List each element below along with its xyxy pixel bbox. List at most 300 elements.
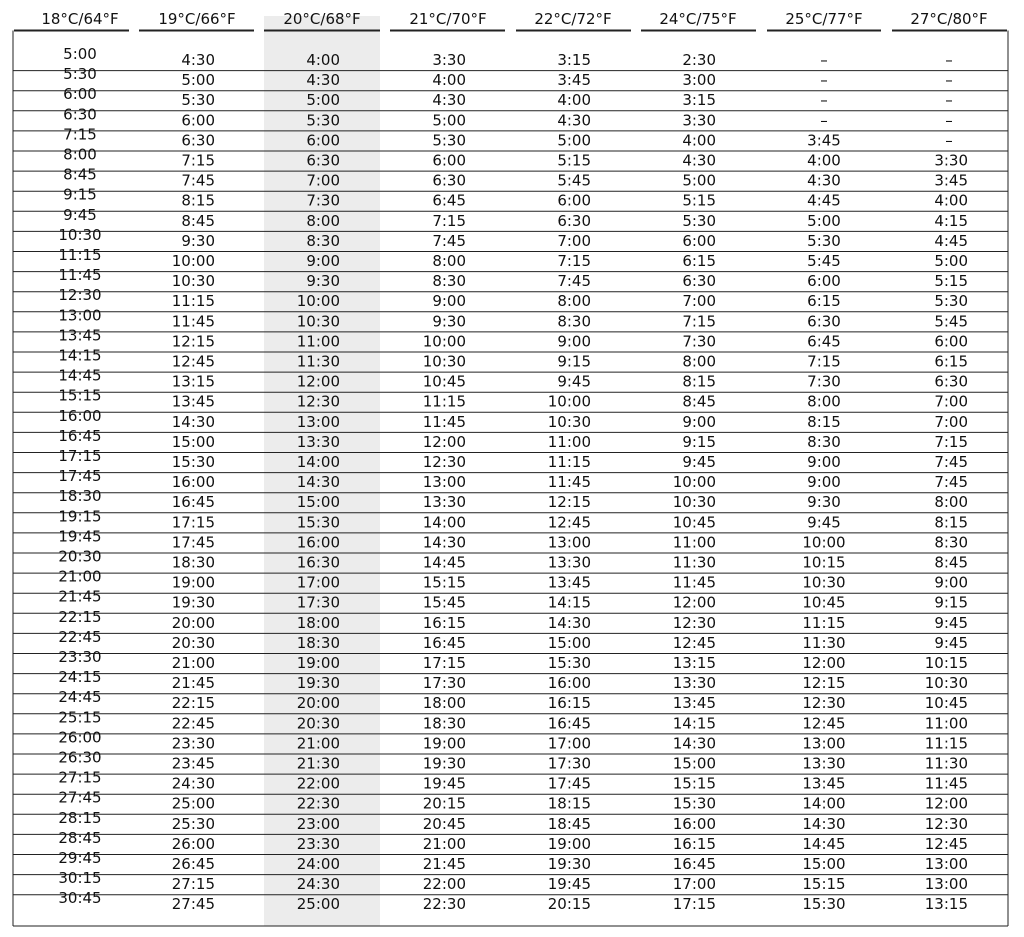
table-cell: 4:00 (432, 71, 466, 90)
table-cell: 14:30 (422, 533, 466, 552)
table-cell: 21:45 (58, 587, 102, 606)
table-cell: 7:15 (557, 252, 591, 270)
table-cell: 22:00 (296, 774, 340, 793)
table-cell: 5:00 (181, 71, 215, 90)
table-cell: 9:30 (181, 231, 215, 250)
table-cell: 19:45 (58, 527, 102, 546)
table-cell: 3:00 (682, 71, 716, 90)
table-cell: 6:00 (682, 231, 716, 250)
table-cell: 12:00 (296, 372, 340, 391)
table-cell: 16:15 (547, 694, 591, 713)
table-cell: 14:45 (422, 553, 466, 572)
table-cell: 5:45 (807, 252, 841, 270)
table-cell: 17:45 (171, 533, 215, 552)
table-cell: 10:00 (547, 392, 591, 411)
table-cell: 12:30 (924, 814, 968, 833)
table-cell: 16:00 (58, 406, 102, 425)
table-cell: 24:30 (296, 875, 340, 894)
table-cell: 16:45 (422, 633, 466, 652)
table-cell: 6:30 (557, 211, 591, 230)
table-cell: 24:45 (58, 688, 102, 707)
table-cell: 17:15 (422, 654, 466, 672)
table-cell: 19:30 (296, 674, 340, 693)
table-cell: 20:00 (296, 694, 340, 713)
table-cell: 28:45 (58, 828, 102, 847)
table-cell: 9:00 (934, 573, 968, 592)
table-cell: 11:45 (171, 312, 215, 331)
table-cell: – (820, 51, 828, 69)
table-cell: 13:00 (296, 412, 340, 431)
table-cell: 15:00 (171, 432, 215, 451)
table-cell: – (945, 51, 953, 69)
table-cell: 16:45 (58, 426, 102, 445)
table-cell: 13:00 (547, 533, 591, 552)
table-cell: 23:30 (296, 834, 340, 853)
table-cell: 20:15 (547, 895, 591, 914)
table-cell: 5:30 (682, 211, 716, 230)
table-cell: 19:00 (296, 654, 340, 672)
table-cell: 21:45 (422, 855, 466, 873)
table-cell: 13:30 (296, 432, 340, 451)
table-cell: 8:00 (807, 392, 841, 411)
table-cell: 4:15 (934, 211, 968, 230)
table-cell: 8:00 (934, 493, 968, 512)
table-cell: 18:30 (171, 553, 215, 572)
table-cell: 12:00 (422, 432, 466, 451)
table-cell: 22:45 (171, 714, 215, 733)
table-cell: 22:30 (296, 794, 340, 813)
table-cell: 8:15 (682, 372, 716, 391)
table-cell: 9:30 (807, 493, 841, 512)
table-cell: 14:00 (802, 794, 846, 813)
table-cell: 23:30 (58, 648, 102, 666)
table-cell: 12:45 (672, 633, 716, 652)
table-cell: 15:15 (422, 573, 466, 592)
table-cell: 12:45 (171, 352, 215, 371)
table-cell: 13:15 (171, 372, 215, 391)
table-cell: 6:00 (807, 272, 841, 291)
table-cell: 10:00 (672, 473, 716, 492)
table-cell: 25:00 (171, 794, 215, 813)
table-cell: 15:15 (802, 875, 846, 894)
table-cell: 24:30 (171, 774, 215, 793)
table-cell: 5:30 (306, 111, 340, 130)
table-cell: 13:00 (802, 734, 846, 753)
table-cell: – (945, 91, 953, 110)
table-cell: 8:00 (682, 352, 716, 371)
table-cell: 15:30 (672, 794, 716, 813)
column-header: 22°C/72°F (534, 10, 612, 28)
table-cell: 12:00 (802, 654, 846, 672)
table-cell: 5:30 (181, 91, 215, 110)
table-cell: 6:30 (432, 171, 466, 190)
table-cell: 18:30 (58, 487, 102, 506)
table-cell: 19:45 (422, 774, 466, 793)
table-cell: 7:30 (306, 191, 340, 210)
table-cell: 11:45 (924, 774, 968, 793)
table-cell: 30:45 (58, 889, 102, 908)
table-cell: 10:30 (547, 412, 591, 431)
table-cell: 10:30 (171, 272, 215, 291)
table-cell: 14:30 (672, 734, 716, 753)
table-cell: 19:00 (171, 573, 215, 592)
table-cell: 11:00 (672, 533, 716, 552)
table-cell: 11:15 (547, 453, 591, 471)
table-cell: 27:15 (58, 768, 102, 787)
table-cell: 13:00 (422, 473, 466, 492)
table-cell: 9:45 (807, 513, 841, 532)
table-cell: 16:00 (296, 533, 340, 552)
table-cell: 7:00 (682, 292, 716, 311)
table-cell: 16:00 (547, 674, 591, 693)
table-cell: 13:00 (924, 875, 968, 894)
table-cell: 7:45 (934, 453, 968, 471)
table-cell: 4:00 (807, 151, 841, 170)
table-cell: 15:30 (547, 654, 591, 672)
table-cell: 23:30 (171, 734, 215, 753)
table-cell: 8:15 (181, 191, 215, 210)
table-cell: – (945, 131, 953, 150)
table-cell: 7:15 (934, 432, 968, 451)
table-cell: 21:00 (296, 734, 340, 753)
table-cell: 5:00 (934, 252, 968, 270)
table-cell: 13:30 (802, 754, 846, 773)
table-cell: 15:00 (672, 754, 716, 773)
table-cell: 9:00 (557, 332, 591, 351)
table-cell: 7:30 (807, 372, 841, 391)
table-cell: 22:00 (422, 875, 466, 894)
table-cell: 21:00 (422, 834, 466, 853)
table-cell: 4:45 (807, 191, 841, 210)
table-cell: 26:00 (171, 834, 215, 853)
table-cell: 13:45 (802, 774, 846, 793)
table-cell: 15:30 (802, 895, 846, 914)
table-cell: 7:00 (306, 171, 340, 190)
table-cell: 14:15 (672, 714, 716, 733)
table-cell: 9:45 (63, 205, 97, 224)
table-cell: 28:15 (58, 808, 102, 827)
table-cell: 4:30 (807, 171, 841, 190)
table-cell: 5:00 (306, 91, 340, 110)
table-cell: 8:00 (557, 292, 591, 311)
table-cell: 15:45 (422, 593, 466, 612)
table-cell: 10:00 (422, 332, 466, 351)
table-cell: 9:00 (682, 412, 716, 431)
table-cell: 4:00 (306, 51, 340, 69)
table-cell: 6:30 (682, 272, 716, 291)
table-cell: 14:45 (802, 834, 846, 853)
table-cell: 7:15 (63, 125, 97, 144)
table-cell: 16:00 (672, 814, 716, 833)
table-cell: 23:00 (296, 814, 340, 833)
table-cell: 8:45 (63, 165, 97, 184)
table-cell: 4:00 (557, 91, 591, 110)
table-cell: 9:30 (306, 272, 340, 291)
table-cell: 22:15 (58, 607, 102, 626)
table-cell: 5:45 (557, 171, 591, 190)
table-cell: 7:00 (934, 392, 968, 411)
table-cell: 18:15 (547, 794, 591, 813)
table-cell: 22:15 (171, 694, 215, 713)
table-cell: 14:30 (171, 412, 215, 431)
table-cell: 8:15 (934, 513, 968, 532)
table-cell: 25:00 (296, 895, 340, 914)
table-cell: 5:45 (934, 312, 968, 331)
table-cell: 24:15 (58, 668, 102, 687)
table-cell: 5:30 (432, 131, 466, 150)
table-cell: 12:00 (672, 593, 716, 612)
table-cell: 13:30 (422, 493, 466, 512)
table-cell: 14:45 (58, 366, 102, 385)
table-cell: 23:45 (171, 754, 215, 773)
table-cell: 12:15 (171, 332, 215, 351)
table-cell: 10:15 (802, 553, 846, 572)
table-cell: 16:45 (171, 493, 215, 512)
table-cell: 7:45 (557, 272, 591, 291)
column-header: 25°C/77°F (785, 10, 863, 28)
table-cell: 30:15 (58, 869, 102, 888)
table-cell: 7:00 (557, 231, 591, 250)
table-cell: 11:15 (171, 292, 215, 311)
table-cell: 10:30 (422, 352, 466, 371)
table-cell: 9:00 (807, 453, 841, 471)
table-cell: 12:30 (802, 694, 846, 713)
table-cell: 4:00 (934, 191, 968, 210)
table-cell: 20:15 (422, 794, 466, 813)
table-cell: 11:30 (802, 633, 846, 652)
table-cell: 3:15 (557, 51, 591, 69)
table-cell: 11:45 (58, 266, 102, 285)
table-cell: 9:15 (63, 185, 97, 204)
table-cell: 8:45 (682, 392, 716, 411)
table-cell: 4:30 (306, 71, 340, 90)
table-cell: 5:30 (807, 231, 841, 250)
table-cell: 17:30 (296, 593, 340, 612)
table-cell: 8:45 (934, 553, 968, 572)
table-cell: 8:30 (557, 312, 591, 331)
table-cell: 13:45 (171, 392, 215, 411)
table-cell: 20:30 (58, 547, 102, 566)
table-cell: 2:30 (682, 51, 716, 69)
table-cell: 3:30 (432, 51, 466, 69)
table-cell: 3:45 (934, 171, 968, 190)
table-cell: 15:15 (58, 386, 102, 405)
table-cell: 12:30 (422, 453, 466, 471)
table-cell: 10:00 (171, 252, 215, 270)
table-cell: 6:00 (63, 85, 97, 104)
table-cell: 16:15 (422, 613, 466, 632)
table-cell: 10:30 (802, 573, 846, 592)
table-cell: 9:45 (557, 372, 591, 391)
table-cell: 9:15 (682, 432, 716, 451)
table-cell: 10:45 (672, 513, 716, 532)
table-cell: 5:30 (63, 65, 97, 84)
table-cell: 10:45 (422, 372, 466, 391)
table-cell: 10:15 (924, 654, 968, 672)
table-cell: – (820, 111, 828, 130)
table-cell: 10:00 (296, 292, 340, 311)
table-cell: 22:45 (58, 627, 102, 646)
table-cell: 7:15 (181, 151, 215, 170)
table-cell: – (820, 91, 828, 110)
table-cell: 13:00 (924, 855, 968, 873)
table-cell: 9:45 (934, 633, 968, 652)
table-cell: 12:00 (924, 794, 968, 813)
table-cell: 6:30 (807, 312, 841, 331)
table-cell: 11:00 (296, 332, 340, 351)
table-cell: 14:00 (422, 513, 466, 532)
table-cell: 14:30 (547, 613, 591, 632)
table-cell: 7:45 (934, 473, 968, 492)
table-cell: 20:30 (296, 714, 340, 733)
table-cell: 5:30 (934, 292, 968, 311)
table-cell: 7:15 (807, 352, 841, 371)
table-cell: 11:30 (924, 754, 968, 773)
table-cell: 18:00 (296, 613, 340, 632)
table-cell: 6:00 (181, 111, 215, 130)
table-cell: 15:30 (171, 453, 215, 471)
table-cell: – (820, 71, 828, 90)
table-cell: 17:00 (296, 573, 340, 592)
table-cell: 6:15 (934, 352, 968, 371)
table-cell: 13:45 (672, 694, 716, 713)
column-header: 20°C/68°F (283, 10, 361, 28)
table-cell: 7:15 (682, 312, 716, 331)
table-cell: 22:30 (422, 895, 466, 914)
table-cell: 15:00 (296, 493, 340, 512)
table-cell: 10:30 (672, 493, 716, 512)
table-cell: 11:45 (547, 473, 591, 492)
table-cell: 4:30 (181, 51, 215, 69)
table-cell: 12:15 (802, 674, 846, 693)
table-cell: 8:30 (934, 533, 968, 552)
table-cell: 21:00 (58, 567, 102, 586)
table-cell: 19:30 (547, 855, 591, 873)
table-cell: 24:00 (296, 855, 340, 873)
table-cell: 4:45 (934, 231, 968, 250)
table-cell: 19:45 (547, 875, 591, 894)
table-cell: 27:15 (171, 875, 215, 894)
table-cell: 16:45 (672, 855, 716, 873)
column-header: 18°C/64°F (41, 10, 119, 28)
table-cell: 25:15 (58, 708, 102, 727)
table-cell: 13:15 (924, 895, 968, 914)
table-cell: 16:30 (296, 553, 340, 572)
table-cell: 4:30 (432, 91, 466, 110)
table-cell: 14:15 (547, 593, 591, 612)
table-cell: 20:45 (422, 814, 466, 833)
table-cell: 12:15 (547, 493, 591, 512)
table-cell: 10:45 (924, 694, 968, 713)
table-cell: 21:30 (296, 754, 340, 773)
table-cell: – (945, 111, 953, 130)
table-cell: 6:30 (306, 151, 340, 170)
table-cell: 7:45 (432, 231, 466, 250)
table-cell: 26:30 (58, 748, 102, 767)
column-header: 21°C/70°F (409, 10, 487, 28)
table-cell: 29:45 (58, 849, 102, 867)
table-cell: 17:00 (672, 875, 716, 894)
table-cell: 13:15 (672, 654, 716, 672)
table-cell: 13:45 (58, 326, 102, 345)
table-cell: 12:45 (802, 714, 846, 733)
table-cell: 10:30 (58, 225, 102, 244)
table-cell: 8:00 (432, 252, 466, 270)
table-cell: 17:15 (672, 895, 716, 914)
table-cell: 13:30 (672, 674, 716, 693)
table-cell: 17:30 (422, 674, 466, 693)
table-cell: 11:30 (296, 352, 340, 371)
table-cell: 9:45 (934, 613, 968, 632)
table-cell: 6:45 (432, 191, 466, 210)
table-cell: 11:30 (672, 553, 716, 572)
table-cell: 18:30 (422, 714, 466, 733)
table-cell: 7:45 (181, 171, 215, 190)
table-cell: 3:15 (682, 91, 716, 110)
table-cell: 11:00 (547, 432, 591, 451)
table-cell: 17:30 (547, 754, 591, 773)
table-cell: 19:00 (422, 734, 466, 753)
table-cell: 18:00 (422, 694, 466, 713)
table-cell: 9:00 (807, 473, 841, 492)
table-cell: 13:30 (547, 553, 591, 572)
table-cell: 8:00 (306, 211, 340, 230)
table-cell: 3:30 (682, 111, 716, 130)
table-cell: 27:45 (58, 788, 102, 807)
table-cell: 9:45 (682, 453, 716, 471)
table-cell: 5:15 (934, 272, 968, 291)
table-cell: 16:15 (672, 834, 716, 853)
table-cell: 8:00 (63, 145, 97, 164)
table-cell: 17:45 (547, 774, 591, 793)
table-cell: 3:30 (934, 151, 968, 170)
table-cell: 16:45 (547, 714, 591, 733)
table-cell: 4:30 (557, 111, 591, 130)
table-cell: 21:45 (171, 674, 215, 693)
table-cell: 6:30 (63, 105, 97, 124)
table-cell: 18:30 (296, 633, 340, 652)
column-header: 19°C/66°F (158, 10, 236, 28)
table-cell: 9:15 (557, 352, 591, 371)
table-cell: 11:15 (58, 246, 102, 264)
table-cell: 14:30 (802, 814, 846, 833)
table-cell: 6:00 (557, 191, 591, 210)
table-cell: 3:45 (807, 131, 841, 150)
table-cell: 5:00 (807, 211, 841, 230)
table-cell: 17:15 (171, 513, 215, 532)
table-cell: 7:00 (934, 412, 968, 431)
table-cell: 7:15 (432, 211, 466, 230)
table-cell: 5:00 (432, 111, 466, 130)
table-cell: 6:30 (181, 131, 215, 150)
table-cell: 5:15 (557, 151, 591, 170)
table-cell: 4:30 (682, 151, 716, 170)
table-cell: – (945, 71, 953, 90)
table-cell: 19:30 (171, 593, 215, 612)
table-cell: 8:30 (306, 231, 340, 250)
table-cell: 11:15 (422, 392, 466, 411)
table-cell: 10:00 (802, 533, 846, 552)
table-cell: 11:00 (924, 714, 968, 733)
table-cell: 6:30 (934, 372, 968, 391)
table-cell: 5:00 (557, 131, 591, 150)
table-cell: 9:15 (934, 593, 968, 612)
table-cell: 10:30 (924, 674, 968, 693)
table-cell: 15:15 (672, 774, 716, 793)
table-cell: 13:45 (547, 573, 591, 592)
table-cell: 12:45 (547, 513, 591, 532)
table-cell: 12:30 (296, 392, 340, 411)
